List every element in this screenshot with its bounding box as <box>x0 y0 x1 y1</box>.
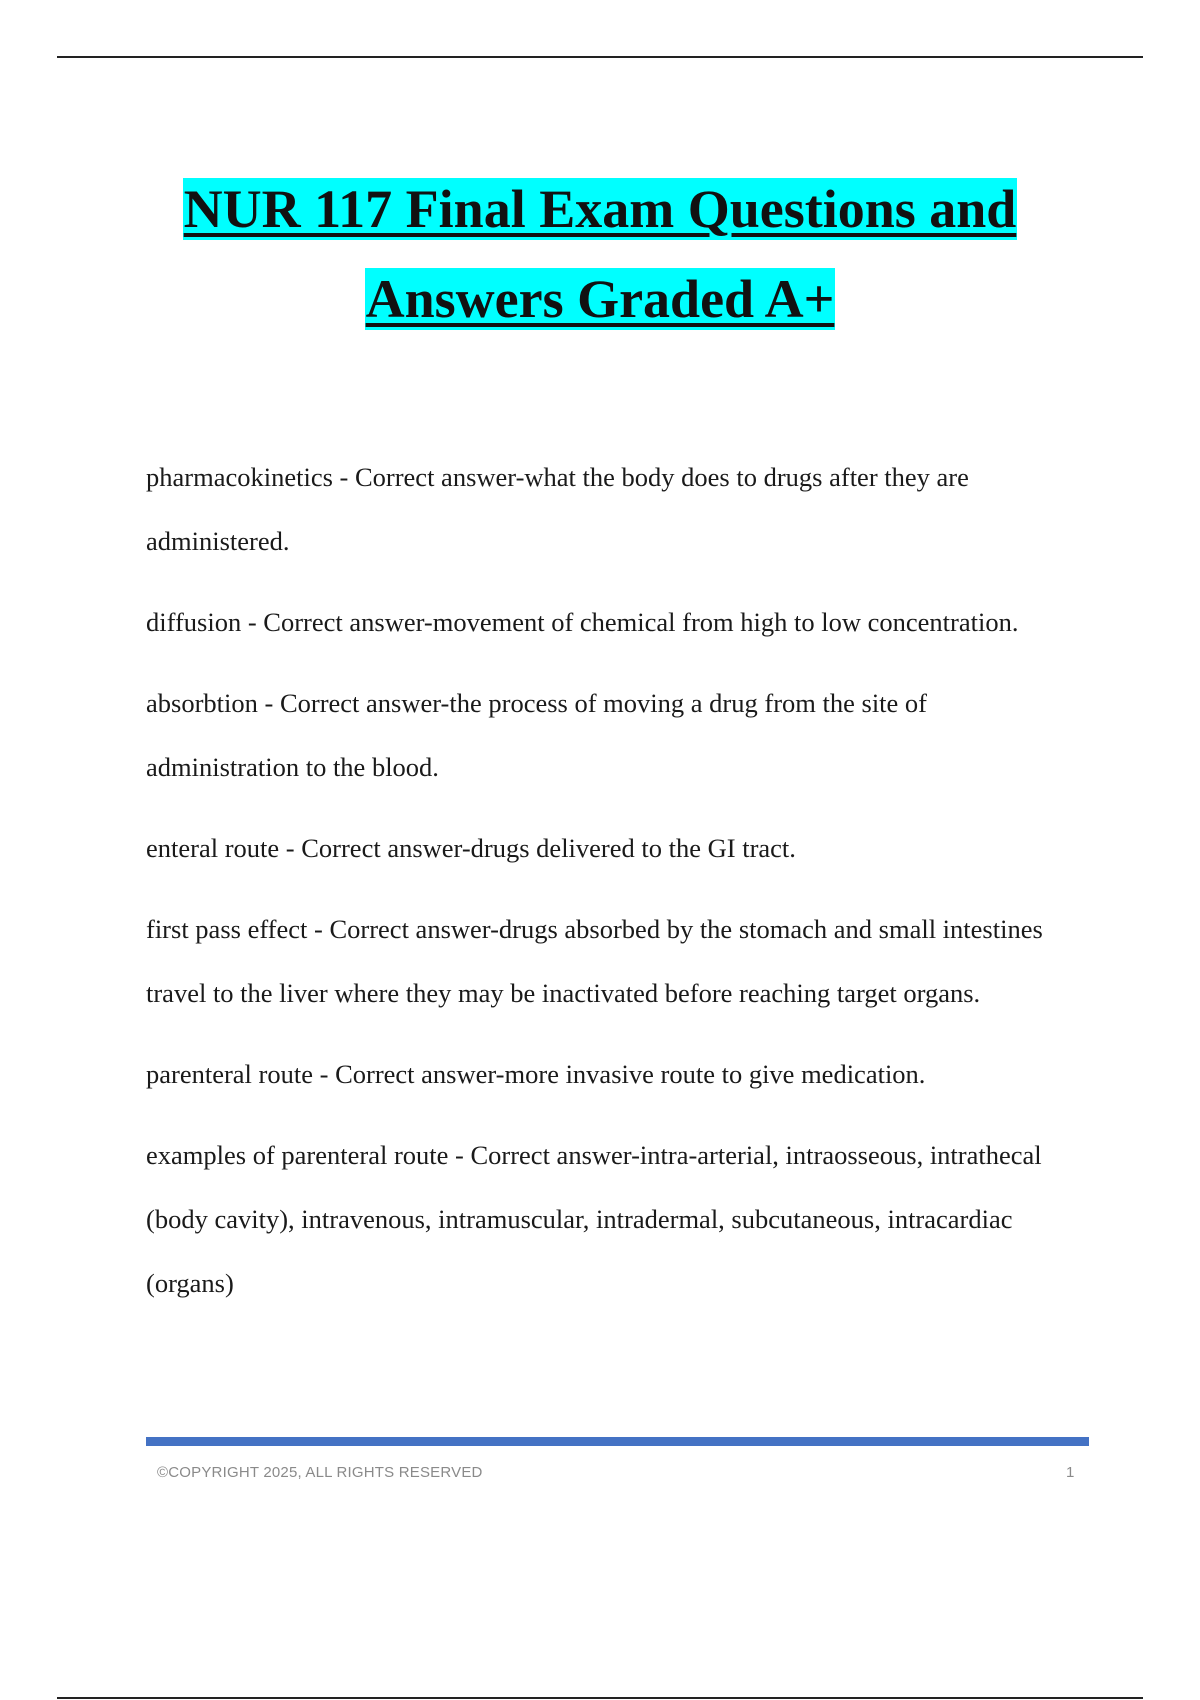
bottom-page-rule <box>57 1697 1143 1699</box>
title-line-2: Answers Graded A+ <box>365 269 835 329</box>
qa-list <box>146 445 1086 1332</box>
footer-copyright: ©COPYRIGHT 2025, ALL RIGHTS RESERVED <box>157 1464 483 1481</box>
qa-item-absorbtion: absorbtion - Correct answer-the process of moving a drug from the site of administration to the blood. <box>146 688 927 782</box>
qa-item-enteral-route: enteral route - Correct answer-drugs delivered to the GI tract. <box>146 833 796 863</box>
qa-item-diffusion: diffusion - Correct answer-movement of chemical from high to low concentration. <box>146 607 1019 637</box>
qa-item-pharmacokinetics: pharmacokinetics - Correct answer-what the body does to drugs after they are administered. <box>146 462 969 556</box>
footer-bar <box>146 1437 1089 1446</box>
qa-item-parenteral-route: parenteral route - Correct answer-more invasive route to give medication. <box>146 1059 926 1089</box>
top-page-rule <box>57 56 1143 58</box>
page-number: 1 <box>1066 1464 1075 1481</box>
document-title <box>0 178 1200 330</box>
qa-item-parenteral-examples: examples of parenteral route - Correct answer-intra-arterial, intraosseous, intrathecal (body cavity), intravenous, intramuscular, intradermal, subcutaneous, intracardiac (organs) <box>146 1140 1042 1298</box>
qa-item-first-pass-effect: first pass effect - Correct answer-drugs absorbed by the stomach and small intestines travel to the liver where they may be inactivated before reaching target organs. <box>146 914 1043 1008</box>
title-line-1: NUR 117 Final Exam Questions and <box>183 179 1017 239</box>
